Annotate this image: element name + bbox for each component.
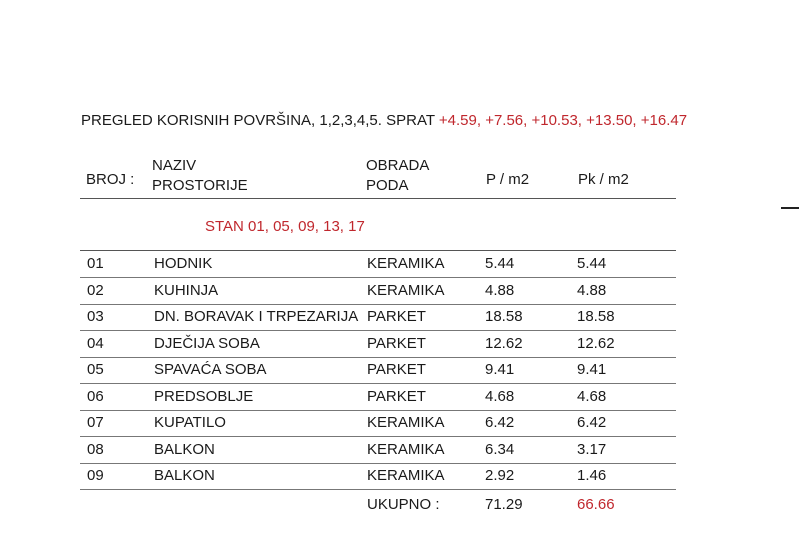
area-p: 12.62 xyxy=(485,334,523,352)
floor-finish: KERAMIKA xyxy=(367,255,445,272)
table-row xyxy=(80,331,676,358)
area-p: 5.44 xyxy=(485,255,515,272)
table-row xyxy=(80,304,676,331)
total-pk: 66.66 xyxy=(577,496,615,513)
section-title: STAN 01, 05, 09, 13, 17 xyxy=(205,218,365,235)
table-title xyxy=(81,112,687,129)
room-number: 02 xyxy=(87,281,104,299)
room-name: BALKON xyxy=(154,467,215,484)
header-naziv-line2: PROSTORIJE xyxy=(152,177,248,194)
room-name: KUPATILO xyxy=(154,414,226,431)
room-number: 04 xyxy=(87,334,104,352)
area-p: 6.34 xyxy=(485,440,515,458)
header-obrada-line2: PODA xyxy=(366,177,409,194)
room-number: 09 xyxy=(87,467,104,484)
room-number: 01 xyxy=(87,255,104,272)
area-p: 18.58 xyxy=(485,308,523,325)
floor-finish: PARKET xyxy=(367,334,426,352)
area-p: 6.42 xyxy=(485,414,515,431)
header-broj: BROJ : xyxy=(86,171,135,188)
floor-finish: KERAMIKA xyxy=(367,440,445,458)
title-main: PREGLED KORISNIH POVRŠINA, 1,2,3,4,5. SPRAT xyxy=(81,112,435,129)
table-row xyxy=(80,463,676,490)
table-row xyxy=(80,357,676,384)
room-number: 08 xyxy=(87,440,104,458)
room-name: HODNIK xyxy=(154,255,213,272)
table-row xyxy=(80,251,676,278)
floor-finish: KERAMIKA xyxy=(367,414,445,431)
area-p: 2.92 xyxy=(485,467,515,484)
header-p: P / m2 xyxy=(486,171,530,188)
room-number: 03 xyxy=(87,308,104,325)
room-name: KUHINJA xyxy=(154,281,219,299)
total-p: 71.29 xyxy=(485,496,523,513)
floor-finish: KERAMIKA xyxy=(367,467,445,484)
area-p: 4.88 xyxy=(485,281,515,299)
table-row xyxy=(80,384,676,411)
room-number: 07 xyxy=(87,414,104,431)
area-pk: 1.46 xyxy=(577,467,607,484)
header-naziv-line1: NAZIV xyxy=(152,157,197,174)
table-row xyxy=(80,278,676,305)
area-pk: 4.68 xyxy=(577,387,607,405)
area-pk: 12.62 xyxy=(577,334,615,352)
floor-finish: PARKET xyxy=(367,308,426,325)
room-name: DN. BORAVAK I TRPEZARIJA xyxy=(154,308,359,325)
table-row xyxy=(80,437,676,464)
header-pk: Pk / m2 xyxy=(578,171,629,188)
header-obrada xyxy=(366,156,429,196)
room-number: 06 xyxy=(87,387,104,405)
header-obrada-line1: OBRADA xyxy=(366,157,430,174)
table-row xyxy=(80,410,676,437)
title-levels: +4.59, +7.56, +10.53, +13.50, +16.47 xyxy=(438,112,688,129)
edge-mark xyxy=(781,207,799,209)
area-pk: 3.17 xyxy=(577,440,607,458)
area-p: 4.68 xyxy=(485,387,515,405)
room-number: 05 xyxy=(87,361,104,378)
total-label: UKUPNO : xyxy=(367,496,440,513)
area-p: 9.41 xyxy=(485,361,515,378)
area-pk: 18.58 xyxy=(577,308,615,325)
room-name: BALKON xyxy=(154,440,215,458)
area-pk: 6.42 xyxy=(577,414,607,431)
header-rule xyxy=(80,198,676,199)
area-pk: 9.41 xyxy=(577,361,607,378)
floor-finish: PARKET xyxy=(367,387,426,405)
room-name: DJEČIJA SOBA xyxy=(154,334,260,352)
area-pk: 4.88 xyxy=(577,281,607,299)
floor-finish: KERAMIKA xyxy=(367,281,445,299)
header-naziv xyxy=(152,156,248,196)
room-name: SPAVAĆA SOBA xyxy=(154,361,267,378)
room-name: PREDSOBLJE xyxy=(154,387,254,405)
floor-finish: PARKET xyxy=(367,361,426,378)
area-pk: 5.44 xyxy=(577,255,607,272)
